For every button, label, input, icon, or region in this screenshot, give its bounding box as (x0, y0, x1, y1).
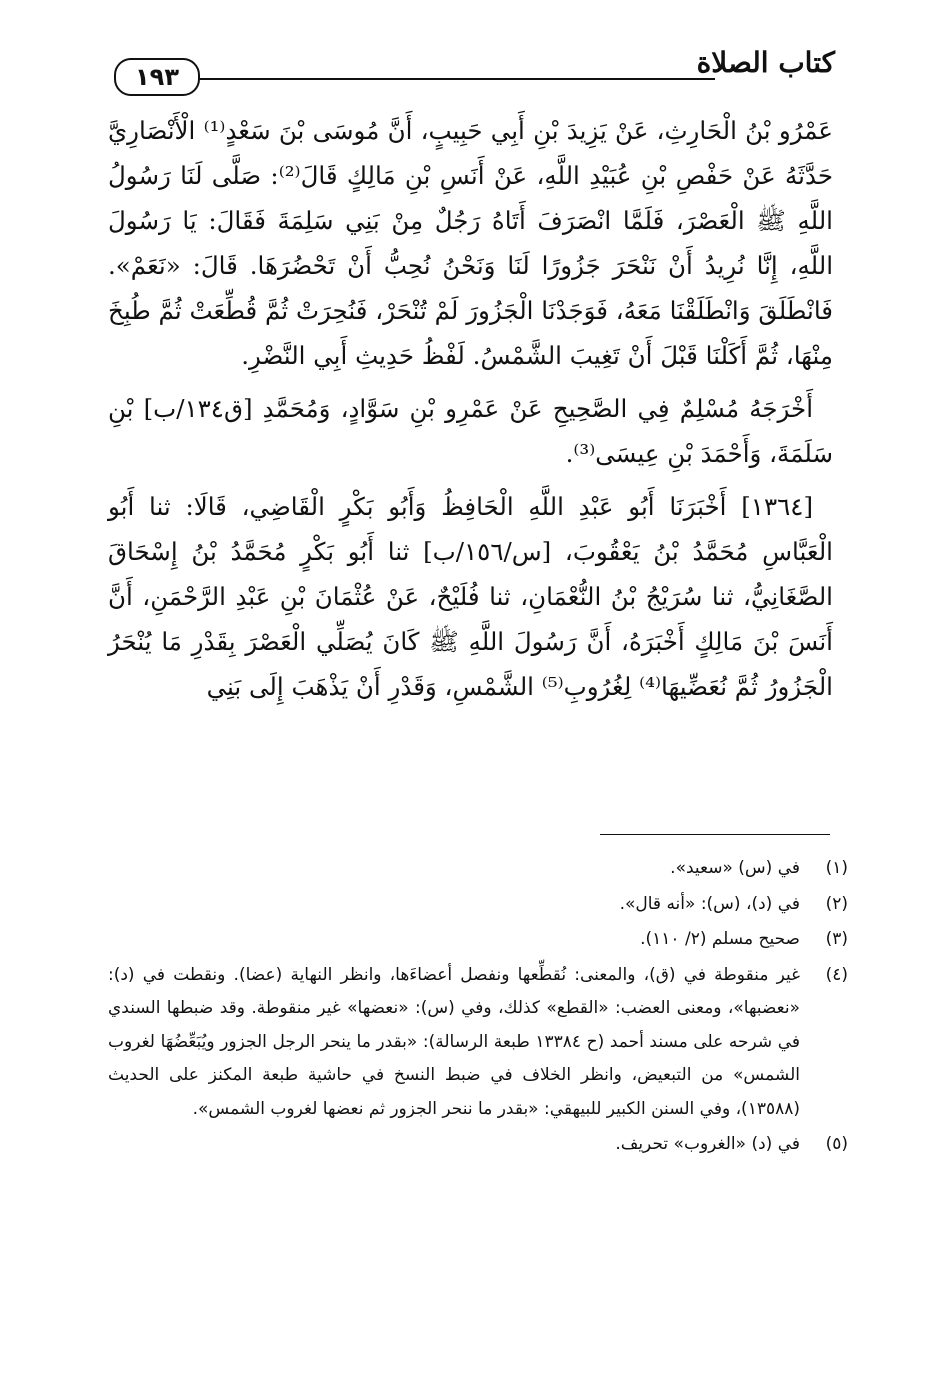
footnote (108, 888, 848, 922)
footnote-number: (٢) (825, 893, 848, 914)
paragraph-hadith-1364: [١٣٦٤] أَخْبَرَنَا أَبُو عَبْدِ اللَّهِ الْحَافِظُ وَأَبُو بَكْرٍ الْقَاضِي، قَالَا: ثنا أَبُو الْعَبَّاسِ مُحَمَّدُ بْنُ يَعْقُوبَ، [س/١٥٦/ب] ثنا أَبُو بَكْرٍ مُحَمَّدُ بْنُ إِسْحَاقَ الصَّغَانِيُّ، ثنا سُرَيْجُ بْنُ النُّعْمَانِ، ثنا فُلَيْحٌ، عَنْ عُثْمَانَ بْنِ عَبْدِ الرَّحْمَنِ، أَنَّ أَنَسَ بْنَ مَالِكٍ أَخْبَرَهُ، أَنَّ رَسُولَ اللَّهِ ﷺ كَانَ يُصَلِّي الْعَصْرَ بِقَدْرِ مَا يُنْحَرُ الْجَزُورُ ثُمَّ نُعَضِّيهَا⁽⁴⁾ لِغُرُوبِ⁽⁵⁾ الشَّمْسِ، وَقَدْرِ أَنْ يَذْهَبَ إِلَى بَنِي (108, 492, 833, 701)
footnote-text: صحيح مسلم (٢/ ١١٠). (640, 929, 800, 949)
footnote-text: في (س) «سعيد». (670, 858, 800, 878)
footnote-number: (٤) (825, 964, 848, 985)
paragraph-hadith-continuation: عَمْرُو بْنُ الْحَارِثِ، عَنْ يَزِيدَ بْنِ أَبِي حَبِيبٍ، أَنَّ مُوسَى بْنَ سَعْدٍ⁽¹⁾ الْأَنْصَارِيَّ حَدَّثَهُ عَنْ حَفْصِ بْنِ عُبَيْدِ اللَّهِ، عَنْ أَنَسِ بْنِ مَالِكٍ قَالَ⁽²⁾: صَلَّى لَنَا رَسُولُ اللَّهِ ﷺ الْعَصْرَ، فَلَمَّا انْصَرَفَ أَتَاهُ رَجُلٌ مِنْ بَنِي سَلِمَةَ فَقَالَ: يَا رَسُولَ اللَّهِ، إِنَّا نُرِيدُ أَنْ نَنْحَرَ جَزُورًا لَنَا وَنَحْنُ نُحِبُّ أَنْ تَحْضُرَهَا. قَالَ: «نَعَمْ». فَانْطَلَقَ وَانْطَلَقْنَا مَعَهُ، فَوَجَدْنَا الْجَزُورَ لَمْ تُنْحَرْ، فَنُحِرَتْ ثُمَّ قُطِّعَتْ ثُمَّ طُبِخَ مِنْهَا، ثُمَّ أَكَلْنَا قَبْلَ أَنْ تَغِيبَ الشَّمْسُ. لَفْظُ حَدِيثِ أَبِي النَّضْرِ. (108, 116, 834, 370)
footnote-number: (٣) (825, 929, 848, 949)
footnote-text: غير منقوطة في (ق)، والمعنى: نُقطِّعها ونفصل أعضاءَها، وانظر النهاية (عضا). ونقطت في (د): «نعضبها»، ومعنى العضب: «القطع» كذلك، وفي (س): «نعضها» غير منقوطة. وقد ضبطها السندي في شرحه على مسند أحمد (ح ١٣٣٨٤ طبعة الرسالة): «بقدر ما ينحر الرجل الجزور ويُبَعِّضُهَا لغروب الشمس» من التبعيض، وانظر الخلاف في ضبط النسخ في حاشية طبعة المكنز على الحديث (١٣٥٨٨)، وفي السنن الكبير للبيهقي: «بقدر ما ننحر الجزور ثم نعضها لغروب الشمس». (108, 964, 800, 1119)
footnotes (108, 852, 848, 1164)
page-header (100, 44, 835, 104)
footnote-text: في (د)، (س): «أنه قال». (619, 893, 800, 914)
paragraph-takhrij: أَخْرَجَهُ مُسْلِمٌ فِي الصَّحِيحِ عَنْ عَمْرِو بْنِ سَوَّادٍ، وَمُحَمَّدِ [ق١٣٤/ب] بْنِ سَلَمَةَ، وَأَحْمَدَ بْنِ عِيسَى⁽³⁾. (108, 394, 833, 468)
footnote (108, 852, 848, 886)
footnote-divider (600, 834, 830, 835)
footnote-number: (٥) (825, 1134, 848, 1154)
footnote (108, 923, 848, 957)
running-title: كتاب الصلاة (696, 46, 835, 79)
page-number-badge (114, 58, 200, 96)
footnote-text: في (د) «الغروب» تحريف. (615, 1134, 800, 1154)
footnote (108, 1128, 848, 1162)
footnote-number: (١) (825, 858, 848, 878)
header-rule (198, 78, 715, 80)
footnote (108, 959, 848, 1127)
main-text (108, 108, 833, 709)
page-number: ١٩٣ (135, 63, 179, 91)
